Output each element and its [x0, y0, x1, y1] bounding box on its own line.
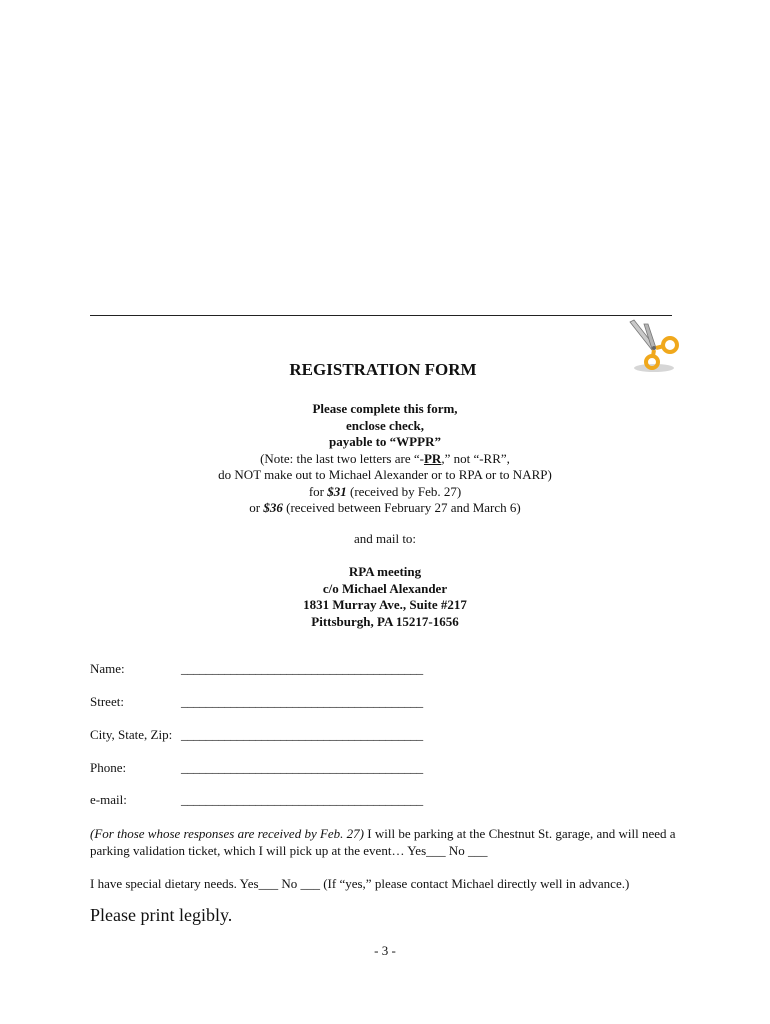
payee-note-line2: do NOT make out to Michael Alexander or to RPA or to NARP) [218, 467, 552, 482]
address-line: Pittsburgh, PA 15217-1656 [311, 613, 459, 629]
city-state-zip-field[interactable] [90, 727, 423, 743]
field-label: City, State, Zip: [90, 727, 173, 742]
instruction-line: payable to “WPPR” [329, 434, 441, 449]
street-field[interactable] [90, 694, 423, 710]
mailing-address [0, 564, 770, 630]
field-label: e-mail: [90, 792, 127, 807]
mail-to-label: and mail to: [353, 531, 417, 546]
parking-condition: (For those whose responses are received by Feb. 27) [90, 826, 365, 841]
name-field[interactable] [90, 661, 423, 677]
early-price: for $31 (received by Feb. 27) [308, 483, 462, 499]
address-line: RPA meeting [348, 564, 422, 579]
parking-paragraph [90, 825, 690, 859]
parking-request: I will be parking at the Chestnut St. garage, and will need a parking validation ticket, which I will pick up at the event… Yes___ No ___ [90, 826, 676, 858]
page-number: - 3 - [374, 943, 396, 958]
city-state-zip-blank[interactable]: _______________________________________ [181, 727, 423, 742]
instruction-line: Please complete this form, [312, 401, 458, 416]
address-line: 1831 Murray Ave., Suite #217 [303, 597, 467, 612]
late-price: or $36 (received between February 27 and March 6) [249, 500, 521, 515]
street-blank[interactable]: _______________________________________ [181, 694, 423, 709]
email-blank[interactable]: _______________________________________ [181, 792, 423, 807]
email-field[interactable] [90, 792, 423, 808]
field-label: Street: [90, 694, 124, 709]
form-title: REGISTRATION FORM [289, 360, 477, 379]
instruction-line: enclose check, [346, 417, 424, 433]
phone-blank[interactable]: _______________________________________ [181, 760, 423, 775]
print-legibly-note: Please print legibly. [90, 905, 233, 925]
name-blank[interactable]: _______________________________________ [181, 661, 423, 676]
field-label: Name: [90, 661, 125, 676]
phone-field[interactable] [90, 760, 423, 776]
cut-line-divider [90, 315, 672, 316]
dietary-paragraph: I have special dietary needs. Yes___ No ___ (If “yes,” please contact Michael directly well in advance.) [90, 876, 630, 891]
field-label: Phone: [90, 760, 127, 775]
payee-note: (Note: the last two letters are “-PR,” not “-RR”, [260, 450, 510, 466]
address-line: c/o Michael Alexander [322, 580, 448, 596]
instructions-block [0, 401, 770, 517]
